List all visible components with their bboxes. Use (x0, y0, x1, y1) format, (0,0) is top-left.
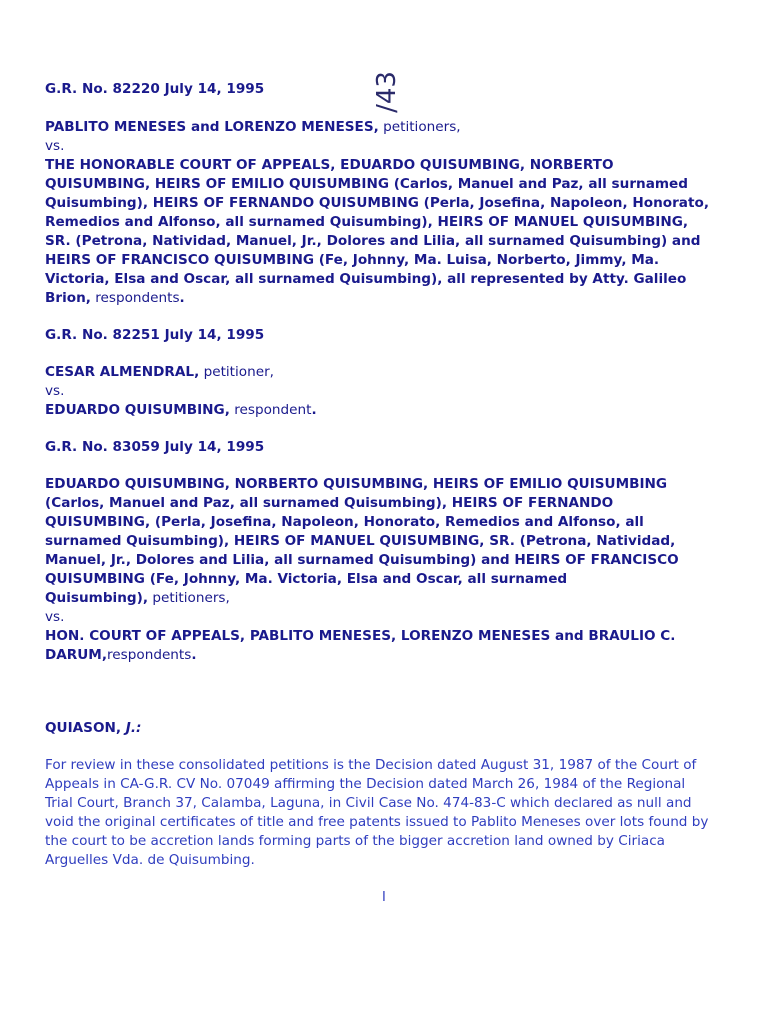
party-text: Quisumbing), (45, 590, 149, 606)
party-text: QUISUMBING, HEIRS OF EMILIO QUISUMBING (Carlos, Manuel and Paz, all surnamed (45, 176, 688, 192)
versus-text: vs. (45, 383, 65, 399)
role-text: petitioners, (148, 590, 230, 606)
party-text: (Carlos, Manuel and Paz, all surnamed Quisumbing), HEIRS OF FERNANDO (45, 495, 614, 511)
party-text: QUISUMBING (Fe, Johnny, Ma. Victoria, Elsa and Oscar, all surnamed (45, 571, 568, 587)
role-text: petitioners, (378, 119, 461, 135)
role-text: respondent (229, 402, 312, 418)
case-caption-3 (45, 475, 735, 665)
document-body (45, 80, 735, 870)
versus-text: vs. (45, 609, 65, 625)
period-text: . (191, 647, 197, 663)
party-text: HEIRS OF FRANCISCO QUISUMBING (Fe, Johnny, Ma. Luisa, Norberto, Jimmy, Ma. (45, 252, 660, 268)
case-number-2: G.R. No. 82251 July 14, 1995 (45, 327, 265, 343)
period-text: . (179, 290, 185, 306)
party-text: QUISUMBING, (Perla, Josefina, Napoleon, Honorato, Remedios and Alfonso, all (45, 514, 644, 530)
page-mark: I (382, 890, 386, 905)
ponente-heading (45, 719, 735, 738)
party-text: DARUM, (45, 647, 108, 663)
role-text: respondents (90, 290, 180, 306)
case-number-3: G.R. No. 83059 July 14, 1995 (45, 439, 265, 455)
period-text: . (311, 402, 317, 418)
party-text: CESAR ALMENDRAL, (45, 364, 200, 380)
party-text: SR. (Petrona, Natividad, Manuel, Jr., Dolores and Lilia, all surnamed Quisumbing) and (45, 233, 701, 249)
paragraph-line: the court to be accretion lands forming parts of the bigger accretion land owned by Ciriaca (45, 833, 666, 849)
party-text: PABLITO MENESES and LORENZO MENESES, (45, 119, 379, 135)
ponente-suffix: J.: (125, 720, 142, 736)
party-text: Quisumbing), HEIRS OF FERNANDO QUISUMBING (Perla, Josefina, Napoleon, Honorato, (45, 195, 709, 211)
party-text: Manuel, Jr., Dolores and Lilia, all surnamed Quisumbing) and HEIRS OF FRANCISCO (45, 552, 679, 568)
case-number-1: G.R. No. 82220 July 14, 1995 (45, 81, 265, 97)
paragraph-line: Trial Court, Branch 37, Calamba, Laguna, in Civil Case No. 474-83-C which declared as null and (45, 795, 692, 811)
party-text: THE HONORABLE COURT OF APPEALS, EDUARDO QUISUMBING, NORBERTO (45, 157, 614, 173)
case-caption-2 (45, 363, 735, 420)
case-caption-1 (45, 118, 735, 308)
party-text: surnamed Quisumbing), HEIRS OF MANUEL QUISUMBING, SR. (Petrona, Natividad, (45, 533, 676, 549)
handwritten-annotation-text: /43 (372, 71, 402, 113)
party-text: Remedios and Alfonso, all surnamed Quisumbing), HEIRS OF MANUEL QUISUMBING, (45, 214, 689, 230)
party-text: EDUARDO QUISUMBING, (45, 402, 230, 418)
versus-text: vs. (45, 138, 65, 154)
paragraph-line: Appeals in CA-G.R. CV No. 07049 affirming the Decision dated March 26, 1984 of the Regional (45, 776, 686, 792)
paragraph-line: void the original certificates of title and free patents issued to Pablito Meneses over lots found by (45, 814, 709, 830)
paragraph-line: For review in these consolidated petitions is the Decision dated August 31, 1987 of the Court of (45, 757, 697, 773)
paragraph-line: Arguelles Vda. de Quisumbing. (45, 852, 255, 868)
ponente-name: QUIASON, (45, 720, 122, 736)
role-text: respondents (107, 647, 192, 663)
party-text: EDUARDO QUISUMBING, NORBERTO QUISUMBING, HEIRS OF EMILIO QUISUMBING (45, 476, 668, 492)
party-text: HON. COURT OF APPEALS, PABLITO MENESES, LORENZO MENESES and BRAULIO C. (45, 628, 676, 644)
role-text: petitioner, (199, 364, 274, 380)
opening-paragraph (45, 756, 735, 870)
party-text: Brion, (45, 290, 91, 306)
party-text: Victoria, Elsa and Oscar, all surnamed Quisumbing), all represented by Atty. Galileo (45, 271, 687, 287)
